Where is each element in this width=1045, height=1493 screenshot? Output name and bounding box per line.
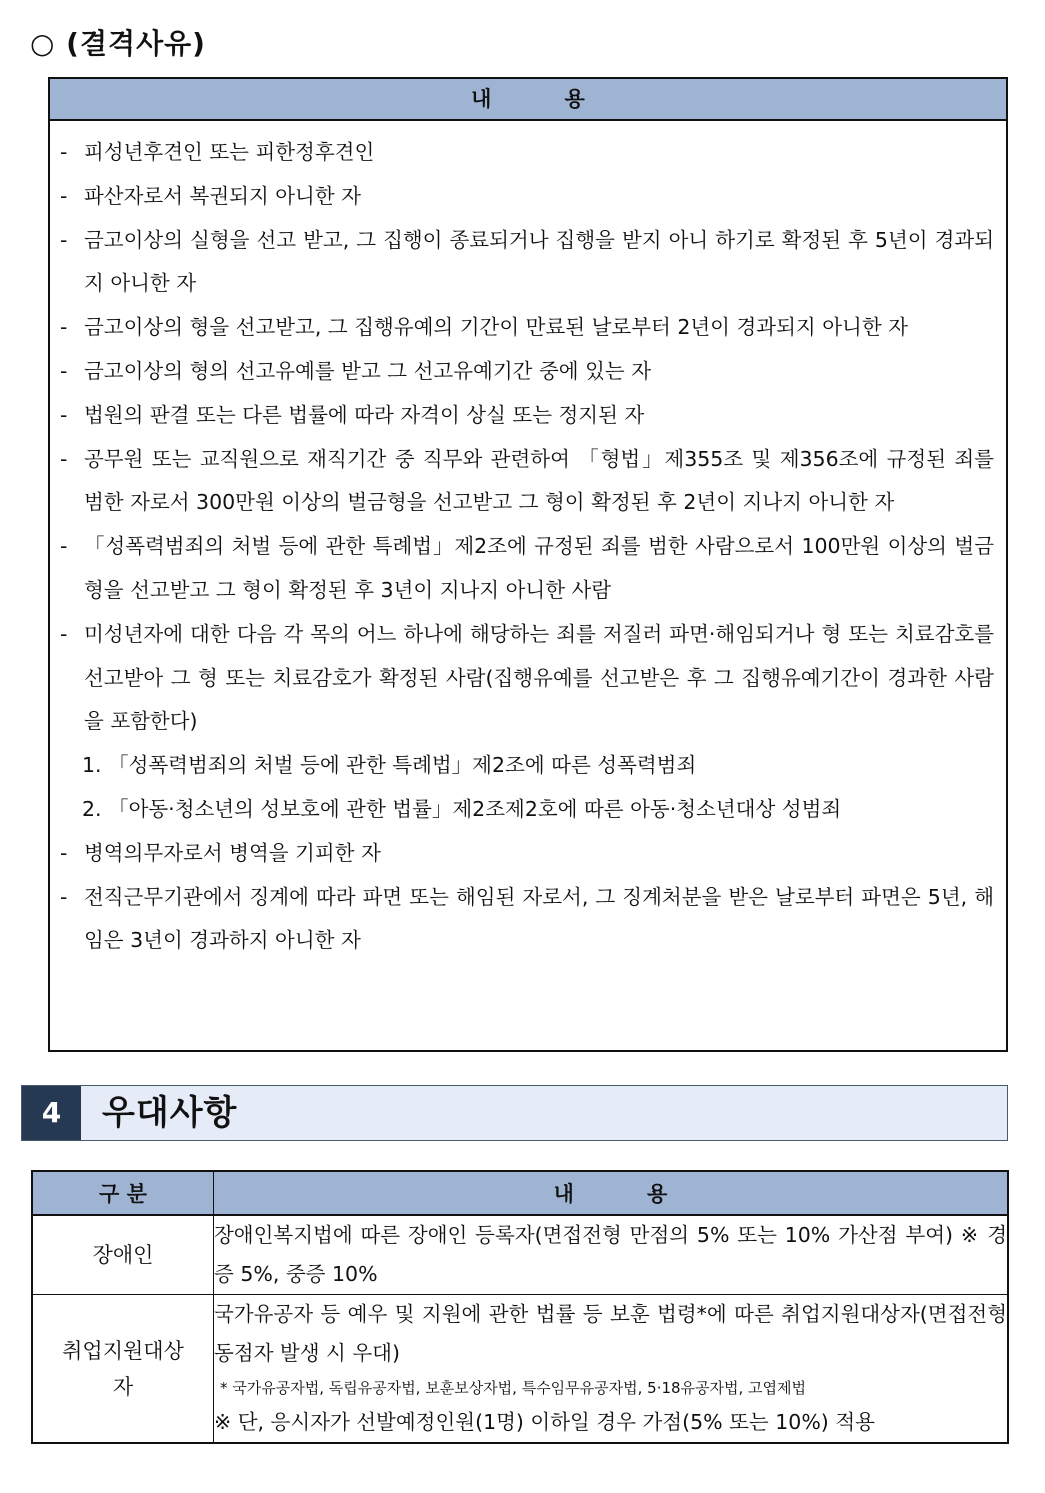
list-item: - 공무원 또는 교직원으로 재직기간 중 직무와 관련하여 「형법」제355조 및 제356조에 규정된 죄를 범한 자로서 300만원 이상의 벌금형을 선고받고 그 형이 확정된 후 2년이 지나지 아니한 자	[60, 446, 994, 515]
row-content: 장애인복지법에 따른 장애인 등록자(면접전형 만점의 5% 또는 10% 가산점 부여) ※ 경증 5%, 중증 10%	[214, 1215, 1009, 1295]
list-item: - 파산자로서 복권되지 아니한 자	[60, 183, 361, 208]
row-extra-note: ※ 단, 응시자가 선발예정인원(1명) 이하일 경우 가점(5% 또는 10%) 적용	[214, 1410, 875, 1434]
section-title-bar	[21, 1085, 1008, 1141]
table-row	[32, 1295, 1008, 1444]
row-category: 장애인	[32, 1215, 214, 1295]
list-item: - 미성년자에 대한 다음 각 목의 어느 하나에 해당하는 죄를 저질러 파면·해임되거나 형 또는 치료감호를 선고받아 그 형 또는 치료감호가 확정된 사람(집행유예를 선고받은 후 그 집행유예기간이 경과한 사람을 포함한다)	[60, 621, 994, 734]
list-item: - 전직근무기관에서 징계에 따라 파면 또는 해임된 자로서, 그 징계처분을 받은 날로부터 파면은 5년, 해임은 3년이 경과하지 아니한 자	[60, 884, 994, 953]
row-category: 취업지원대상자	[32, 1295, 214, 1444]
list-item: - 「성폭력범죄의 처벌 등에 관한 특례법」제2조에 규정된 죄를 범한 사람으로서 100만원 이상의 벌금형을 선고받고 그 형이 확정된 후 3년이 지나지 아니한 사람	[60, 534, 994, 602]
list-item: - 피성년후견인 또는 피한정후견인	[60, 140, 375, 164]
table-header-row	[32, 1171, 1008, 1215]
column-header-content: 내 용	[214, 1171, 1009, 1215]
list-item: - 금고이상의 실형을 선고 받고, 그 집행이 종료되거나 집행을 받지 아니 하기로 확정된 후 5년이 경과되지 아니한 자	[60, 227, 994, 296]
section-number: 4	[22, 1086, 81, 1140]
table-row	[32, 1215, 1008, 1295]
list-item: - 병역의무자로서 병역을 기피한 자	[60, 840, 381, 865]
sub-item: 1. 「성폭력범죄의 처벌 등에 관한 특례법」제2조에 따른 성폭력범죄	[82, 753, 697, 778]
column-header-category: 구 분	[32, 1171, 214, 1215]
footnote: * 국가유공자법, 독립유공자법, 보훈보상자법, 특수임무유공자법, 5·18유공자법, 고엽제법	[220, 1379, 807, 1397]
disqualification-box	[48, 77, 1008, 1052]
sub-item: 2. 「아동·청소년의 성보호에 관한 법률」제2조제2호에 따른 아동·청소년대상 성범죄	[82, 796, 842, 821]
row-content	[214, 1295, 1009, 1444]
box-header: 내 용	[50, 79, 1006, 121]
preference-table	[31, 1170, 1009, 1444]
row-content-text: 국가유공자 등 예우 및 지원에 관한 법률 등 보훈 법령*에 따른 취업지원대상자(면접전형 동점자 발생 시 우대)	[214, 1302, 1007, 1365]
box-body	[50, 121, 1006, 963]
list-item: - 금고이상의 형의 선고유예를 받고 그 선고유예기간 중에 있는 자	[60, 358, 652, 383]
section-heading: ○ (결격사유)	[30, 27, 206, 60]
section-title: 우대사항	[102, 1093, 238, 1133]
list-item: - 법원의 판결 또는 다른 법률에 따라 자격이 상실 또는 정지된 자	[60, 402, 645, 427]
list-item: - 금고이상의 형을 선고받고, 그 집행유예의 기간이 만료된 날로부터 2년이 경과되지 아니한 자	[60, 315, 908, 340]
